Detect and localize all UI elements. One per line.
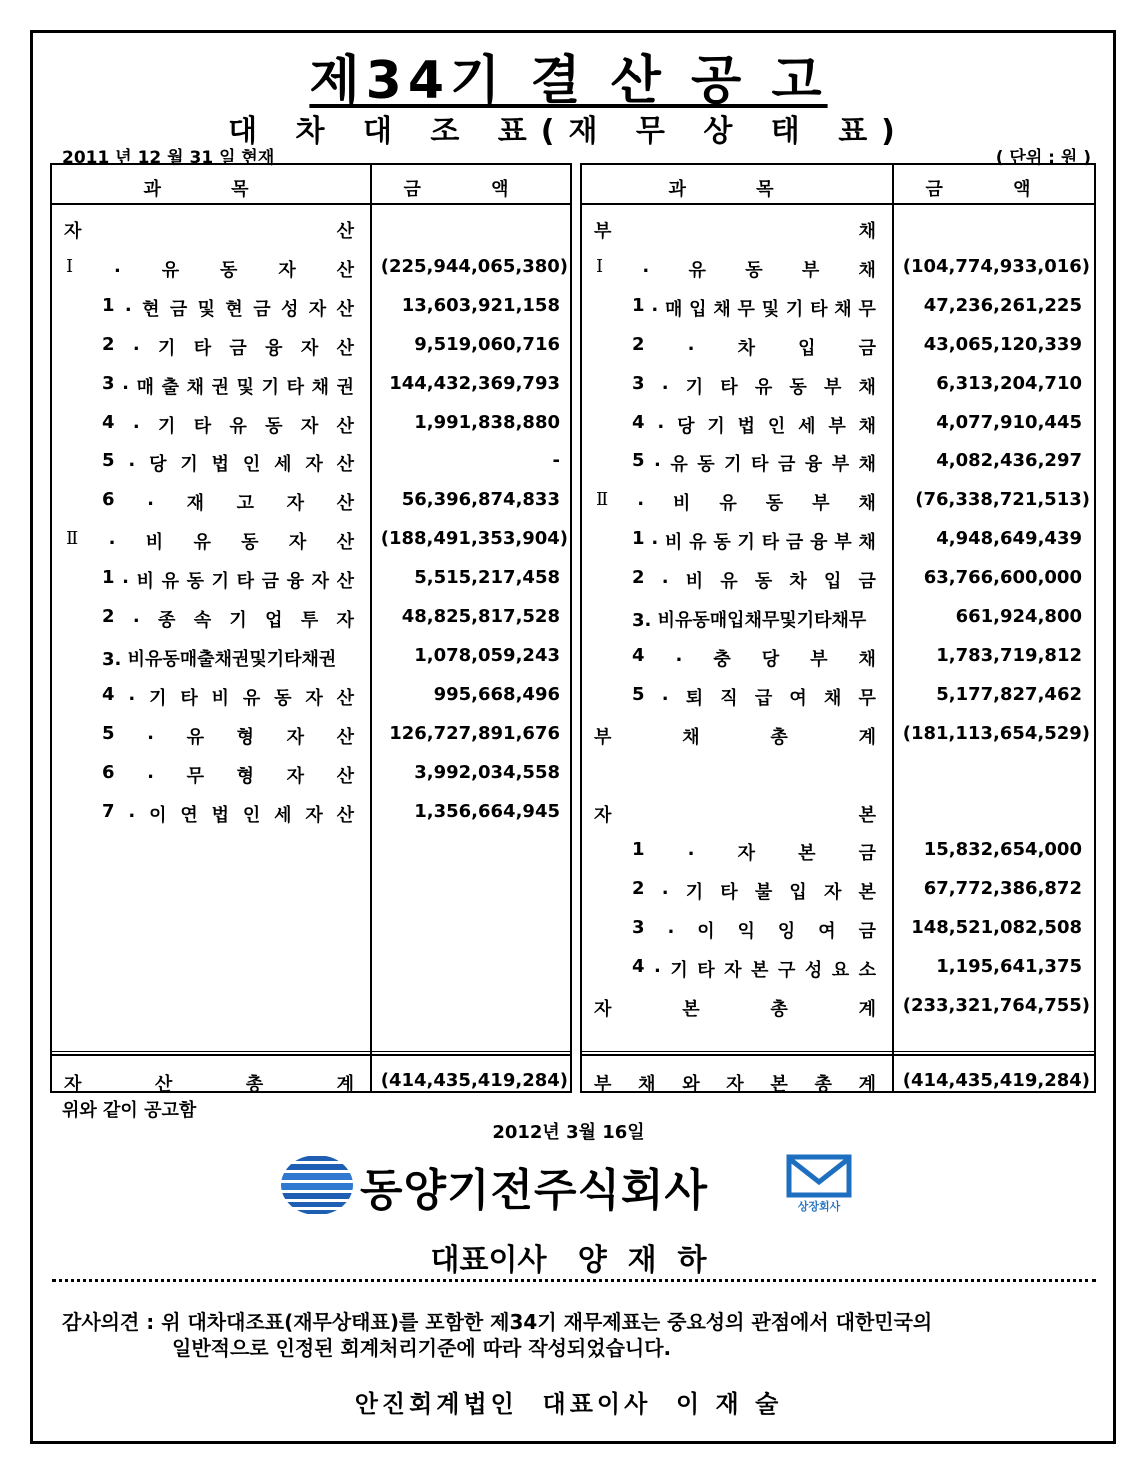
as-of-date: 2011 년 12 월 31 일 현재 bbox=[62, 148, 275, 168]
liabilities-item-header: 과 목 bbox=[668, 179, 806, 200]
row-amount: 126,727,891,676 bbox=[389, 722, 560, 744]
row-amount: 48,825,817,528 bbox=[401, 606, 560, 627]
row-label: 자 본 총 계 bbox=[594, 999, 876, 1020]
row-label: 5 . 유 형 자 산 bbox=[102, 722, 354, 748]
row-amount: 144,432,369,793 bbox=[389, 372, 560, 394]
row-amount: 6,313,204,710 bbox=[936, 372, 1082, 394]
liabilities-total-label: 부 채 와 자 본 총 계 bbox=[594, 1074, 876, 1095]
company-logo-row bbox=[280, 1152, 860, 1222]
row-label: 2 . 기 타 금 융 자 산 bbox=[102, 333, 354, 359]
table-row bbox=[582, 987, 1094, 1025]
row-amount: (188,491,353,904) bbox=[380, 528, 568, 550]
globe-logo-icon bbox=[280, 1154, 354, 1216]
audit-opinion-line-1: 감사의견 : 위 대차대조표(재무상태표)를 포함한 제34기 재무제표는 중요성의 관점에서 대한민국의 bbox=[62, 1310, 933, 1334]
row-amount: - bbox=[552, 450, 560, 472]
row-label: 5 . 퇴 직 급 여 채 무 bbox=[632, 683, 876, 709]
row-label: 7 . 이 연 법 인 세 자 산 bbox=[102, 800, 354, 826]
liabilities-table-header bbox=[582, 165, 1094, 205]
table-row bbox=[52, 442, 570, 480]
row-amount: 3,992,034,558 bbox=[414, 761, 560, 783]
row-label: 부 채 총 계 bbox=[594, 726, 876, 748]
table-row bbox=[52, 209, 570, 247]
table-row bbox=[582, 248, 1094, 286]
row-amount: 5,515,217,458 bbox=[414, 567, 560, 589]
row-label: 1 . 비 유 동 기 타 금 융 자 산 bbox=[102, 567, 354, 593]
table-row bbox=[582, 326, 1094, 364]
liabilities-amount-header: 금 액 bbox=[925, 179, 1063, 200]
dotted-divider bbox=[52, 1279, 1096, 1282]
row-label: 3 . 이 익 잉 여 금 bbox=[632, 917, 876, 943]
table-row bbox=[582, 831, 1094, 869]
row-amount: 56,396,874,833 bbox=[401, 489, 560, 511]
row-amount: 995,668,496 bbox=[433, 683, 560, 705]
table-row bbox=[52, 287, 570, 325]
row-amount: 1,356,664,945 bbox=[414, 800, 560, 822]
row-label: Ⅱ . 비 유 동 부 채 bbox=[596, 489, 876, 515]
row-amount: 5,177,827,462 bbox=[936, 683, 1082, 705]
ceo-name: 대표이사 양 재 하 bbox=[430, 1243, 707, 1278]
row-label: 5 . 유 동 기 타 금 융 부 채 bbox=[632, 450, 876, 476]
liabilities-total-divider-inner bbox=[582, 1051, 1094, 1052]
table-row bbox=[52, 365, 570, 403]
assets-table-header bbox=[52, 165, 570, 205]
table-row bbox=[582, 676, 1094, 714]
row-amount: (181,113,654,529) bbox=[902, 722, 1090, 744]
table-row bbox=[582, 715, 1094, 753]
row-label: 2 . 기 타 불 입 자 본 bbox=[632, 878, 876, 904]
row-amount: (76,338,721,513) bbox=[915, 489, 1090, 511]
row-amount: (225,944,065,380) bbox=[380, 255, 568, 277]
table-row bbox=[52, 793, 570, 831]
table-row bbox=[52, 248, 570, 286]
row-label: 3 . 기 타 유 동 부 채 bbox=[632, 372, 876, 398]
row-label: 4 . 기 타 유 동 자 산 bbox=[102, 411, 354, 437]
liabilities-total-amount: (414,435,419,284) bbox=[902, 1070, 1090, 1091]
row-amount: 148,521,082,508 bbox=[911, 917, 1082, 939]
table-row bbox=[582, 442, 1094, 480]
row-label: 4 . 기 타 자 본 구 성 요 소 bbox=[632, 956, 876, 982]
row-label: 3. 비유동매입채무및기타채무 bbox=[632, 610, 867, 631]
assets-item-header: 과 목 bbox=[143, 179, 281, 200]
unit-label: ( 단위 : 원 ) bbox=[995, 148, 1091, 168]
table-row bbox=[52, 559, 570, 597]
table-row bbox=[582, 637, 1094, 675]
row-label: Ⅱ . 비 유 동 자 산 bbox=[66, 528, 354, 554]
assets-table bbox=[50, 163, 572, 1093]
row-amount: (233,321,764,755) bbox=[902, 995, 1090, 1016]
row-label: 6 . 무 형 자 산 bbox=[102, 761, 354, 787]
liabilities-total-row bbox=[582, 1062, 1094, 1100]
row-label: 2 . 종 속 기 업 투 자 bbox=[102, 606, 354, 631]
row-label: 3. 비유동매출채권및기타채권 bbox=[102, 648, 337, 670]
table-row bbox=[52, 754, 570, 792]
row-amount: 67,772,386,872 bbox=[923, 878, 1082, 900]
row-amount: 47,236,261,225 bbox=[923, 294, 1082, 316]
row-label: 5 . 당 기 법 인 세 자 산 bbox=[102, 450, 354, 476]
table-row bbox=[582, 948, 1094, 986]
assets-total-amount: (414,435,419,284) bbox=[380, 1070, 568, 1091]
table-row bbox=[582, 404, 1094, 442]
audit-opinion-line-2: 일반적으로 인정된 회계처리기준에 따라 작성되었습니다. bbox=[172, 1336, 672, 1360]
table-row bbox=[52, 481, 570, 519]
row-amount: 1,195,641,375 bbox=[936, 956, 1082, 978]
assets-total-row bbox=[52, 1062, 570, 1100]
notice-text: 위와 같이 공고함 bbox=[62, 1100, 197, 1121]
table-row bbox=[582, 754, 1094, 792]
company-name: 동양기전주식회사 bbox=[360, 1165, 709, 1216]
liabilities-table bbox=[580, 163, 1096, 1093]
liabilities-total-divider bbox=[582, 1054, 1094, 1056]
table-row bbox=[52, 404, 570, 442]
row-label: 1 . 매 입 채 무 및 기 타 채 무 bbox=[632, 294, 876, 320]
row-amount: (104,774,933,016) bbox=[902, 255, 1090, 277]
row-label: 1 . 현 금 및 현 금 성 자 산 bbox=[102, 294, 354, 320]
row-amount: 9,519,060,716 bbox=[414, 333, 560, 355]
row-label: 3 . 매 출 채 권 및 기 타 채 권 bbox=[102, 372, 354, 398]
table-row bbox=[582, 209, 1094, 247]
row-amount: 661,924,800 bbox=[955, 606, 1082, 627]
row-label: Ⅰ . 유 동 자 산 bbox=[66, 255, 354, 281]
row-label: 부 채 bbox=[594, 221, 876, 242]
statement-subtitle: 대 차 대 조 표(재 무 상 태 표) bbox=[228, 114, 909, 149]
row-label: 2 . 차 입 금 bbox=[632, 333, 876, 359]
row-amount: 1,783,719,812 bbox=[936, 644, 1082, 666]
row-amount: 63,766,600,000 bbox=[923, 567, 1082, 589]
table-row bbox=[582, 870, 1094, 908]
row-label: 2 . 비 유 동 차 입 금 bbox=[632, 567, 876, 593]
row-amount: 4,948,649,439 bbox=[936, 528, 1082, 550]
assets-total-divider bbox=[52, 1054, 570, 1056]
row-amount: 1,991,838,880 bbox=[414, 411, 560, 433]
row-amount: 4,082,436,297 bbox=[936, 450, 1082, 472]
table-row bbox=[582, 559, 1094, 597]
row-label: 자 본 bbox=[594, 804, 876, 826]
table-row bbox=[582, 909, 1094, 947]
row-label: 1 . 비 유 동 기 타 금 융 부 채 bbox=[632, 528, 876, 554]
row-amount: 4,077,910,445 bbox=[936, 411, 1082, 433]
table-row bbox=[582, 598, 1094, 636]
row-amount: 15,832,654,000 bbox=[923, 839, 1082, 861]
publication-date: 2012년 3월 16일 bbox=[492, 1122, 645, 1143]
row-amount: 13,603,921,158 bbox=[401, 294, 560, 316]
table-row bbox=[582, 481, 1094, 519]
table-row bbox=[52, 676, 570, 714]
assets-total-label: 자 산 총 계 bbox=[64, 1074, 354, 1095]
table-row bbox=[52, 715, 570, 753]
row-label: 1 . 자 본 금 bbox=[632, 839, 876, 865]
row-label: Ⅰ . 유 동 부 채 bbox=[596, 255, 876, 281]
row-label: 4 . 충 당 부 채 bbox=[632, 644, 876, 670]
assets-amount-header: 금 액 bbox=[403, 179, 541, 200]
table-row bbox=[582, 365, 1094, 403]
row-amount: 1,078,059,243 bbox=[414, 644, 560, 666]
row-label: 4 . 기 타 비 유 동 자 산 bbox=[102, 683, 354, 709]
row-label: 6 . 재 고 자 산 bbox=[102, 489, 354, 515]
table-row bbox=[52, 637, 570, 675]
auditor-signature: 안진회계법인 대표이사 이 재 술 bbox=[354, 1390, 783, 1418]
table-row bbox=[52, 598, 570, 636]
row-amount: 43,065,120,339 bbox=[923, 333, 1082, 355]
table-row bbox=[582, 793, 1094, 831]
table-row bbox=[582, 520, 1094, 558]
table-row bbox=[52, 520, 570, 558]
page-title: 제34기 결 산 공 고 bbox=[309, 51, 828, 111]
row-label: 자 산 bbox=[64, 221, 354, 242]
assets-total-divider-inner bbox=[52, 1051, 570, 1052]
listed-badge-label: 상장회사 bbox=[797, 1200, 841, 1213]
table-row bbox=[582, 287, 1094, 325]
table-row bbox=[52, 326, 570, 364]
row-label: 4 . 당 기 법 인 세 부 채 bbox=[632, 411, 876, 437]
